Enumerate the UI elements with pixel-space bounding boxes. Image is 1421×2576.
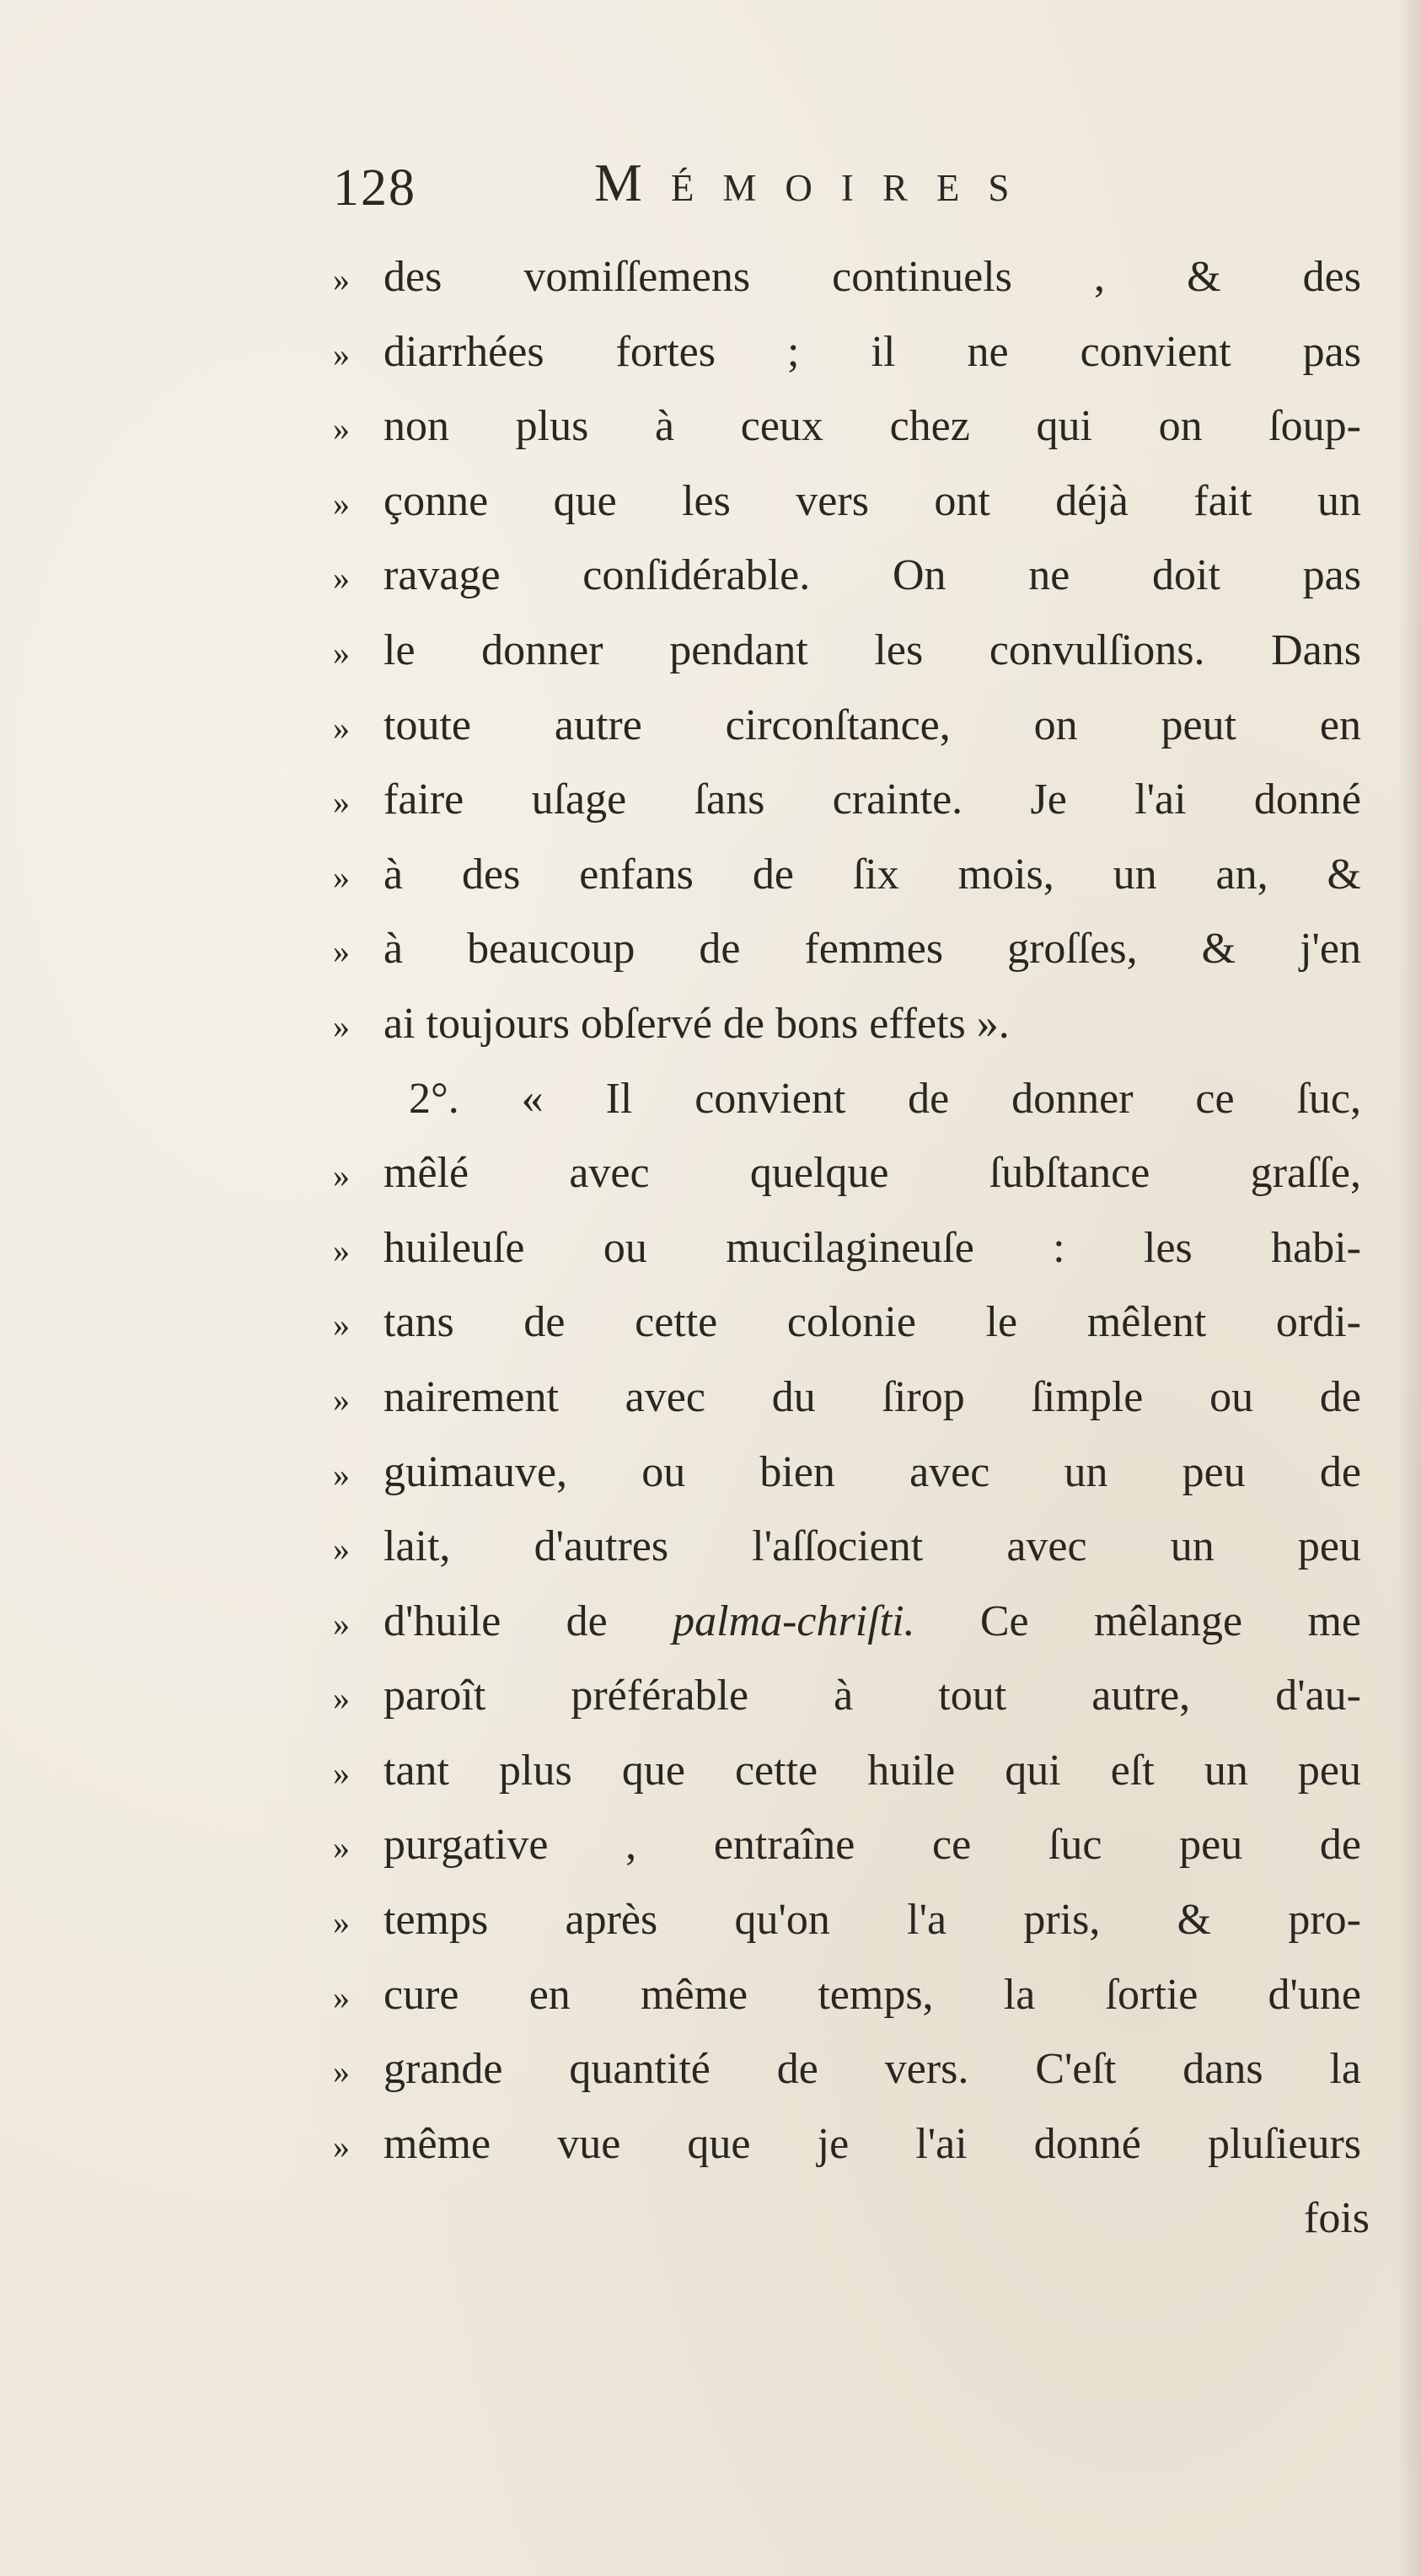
text-line: » des vomiſſemens continuels , & des xyxy=(333,240,1370,315)
text-line: » tant plus que cette huile qui eſt un peu xyxy=(333,1734,1370,1809)
italic-term: palma-chriſti. xyxy=(673,1597,915,1645)
quote-mark: » xyxy=(333,2127,350,2165)
catchword: fois xyxy=(1304,2194,1370,2243)
text-line-with-italic xyxy=(333,1585,1370,1660)
text-segment: d'huile de xyxy=(383,1597,673,1645)
body-text xyxy=(333,240,1370,2257)
text-line: » purgative , entraîne ce ſuc peu de xyxy=(333,1808,1370,1883)
text-line: » diarrhées fortes ; il ne convient pas xyxy=(333,315,1370,390)
text-line: » grande quantité de vers. C'eſt dans la xyxy=(333,2032,1370,2107)
quote-mark: » xyxy=(333,1231,350,1269)
running-title: Mémoires xyxy=(594,153,1038,212)
text-line: » temps après qu'on l'a pris, & pro- xyxy=(333,1883,1370,1958)
text-line: » paroît préférable à tout autre, d'au- xyxy=(333,1659,1370,1734)
quote-mark: » xyxy=(333,1753,350,1792)
text-line: » ravage conſidérable. On ne doit pas xyxy=(333,539,1370,614)
text-line: » à des enfans de ſix mois, un an, & xyxy=(333,838,1370,913)
text-line: » nairement avec du ſirop ſimple ou de xyxy=(333,1360,1370,1436)
quote-mark: » xyxy=(333,1455,350,1494)
quote-mark: » xyxy=(333,1530,350,1569)
quote-mark: » xyxy=(333,1903,350,1942)
text-line: » çonne que les vers ont déjà fait un xyxy=(333,464,1370,539)
page-number: 128 xyxy=(333,159,416,217)
quote-mark: » xyxy=(333,1380,350,1419)
text-line: » ai toujours obſervé de bons effets ». xyxy=(333,987,1370,1062)
quote-mark: » xyxy=(333,1978,350,2016)
quote-mark: » xyxy=(333,2053,350,2091)
quote-mark: » xyxy=(333,783,350,822)
text-line: » non plus à ceux chez qui on ſoup- xyxy=(333,389,1370,464)
quote-mark: » xyxy=(333,1679,350,1718)
text-line: » lait, d'autres l'aſſocient avec un peu xyxy=(333,1510,1370,1585)
text-line: » tans de cette colonie le mêlent ordi- xyxy=(333,1285,1370,1360)
page-header xyxy=(333,143,1370,236)
quote-mark: » xyxy=(333,484,350,523)
quote-mark: » xyxy=(333,1157,350,1195)
catchword-line xyxy=(333,2182,1370,2257)
quote-mark: » xyxy=(333,857,350,896)
text-line-paragraph-start: 2°. « Il convient de donner ce ſuc, xyxy=(409,1074,1361,1123)
text-line: » à beaucoup de femmes groſſes, & j'en xyxy=(333,912,1370,987)
text-line: » huileuſe ou mucilagineuſe : les habi- xyxy=(333,1211,1370,1286)
quote-mark: » xyxy=(333,1828,350,1867)
quote-mark: » xyxy=(333,260,350,298)
text-line: » le donner pendant les convulſions. Dans xyxy=(333,614,1370,689)
quote-mark: » xyxy=(333,932,350,971)
quote-mark: » xyxy=(333,1604,350,1643)
text-line: » toute autre circonſtance, on peut en xyxy=(333,689,1370,764)
quote-mark: » xyxy=(333,708,350,747)
text-line: » mêlé avec quelque ſubſtance graſſe, xyxy=(333,1136,1370,1211)
text-line: » même vue que je l'ai donné pluſieurs xyxy=(333,2107,1370,2182)
quote-mark: » xyxy=(333,559,350,598)
quote-mark: » xyxy=(333,1006,350,1045)
text-line: » faire uſage ſans crainte. Je l'ai donné xyxy=(333,763,1370,838)
quote-mark: » xyxy=(333,633,350,672)
quote-mark: » xyxy=(333,335,350,373)
page-edge-shadow xyxy=(1397,0,1421,2576)
text-line: » cure en même temps, la ſortie d'une xyxy=(333,1958,1370,2033)
text-line: » guimauve, ou bien avec un peu de xyxy=(333,1436,1370,1511)
quote-mark: » xyxy=(333,410,350,448)
text-segment: Ce mêlange me xyxy=(914,1597,1361,1645)
quote-mark: » xyxy=(333,1306,350,1344)
